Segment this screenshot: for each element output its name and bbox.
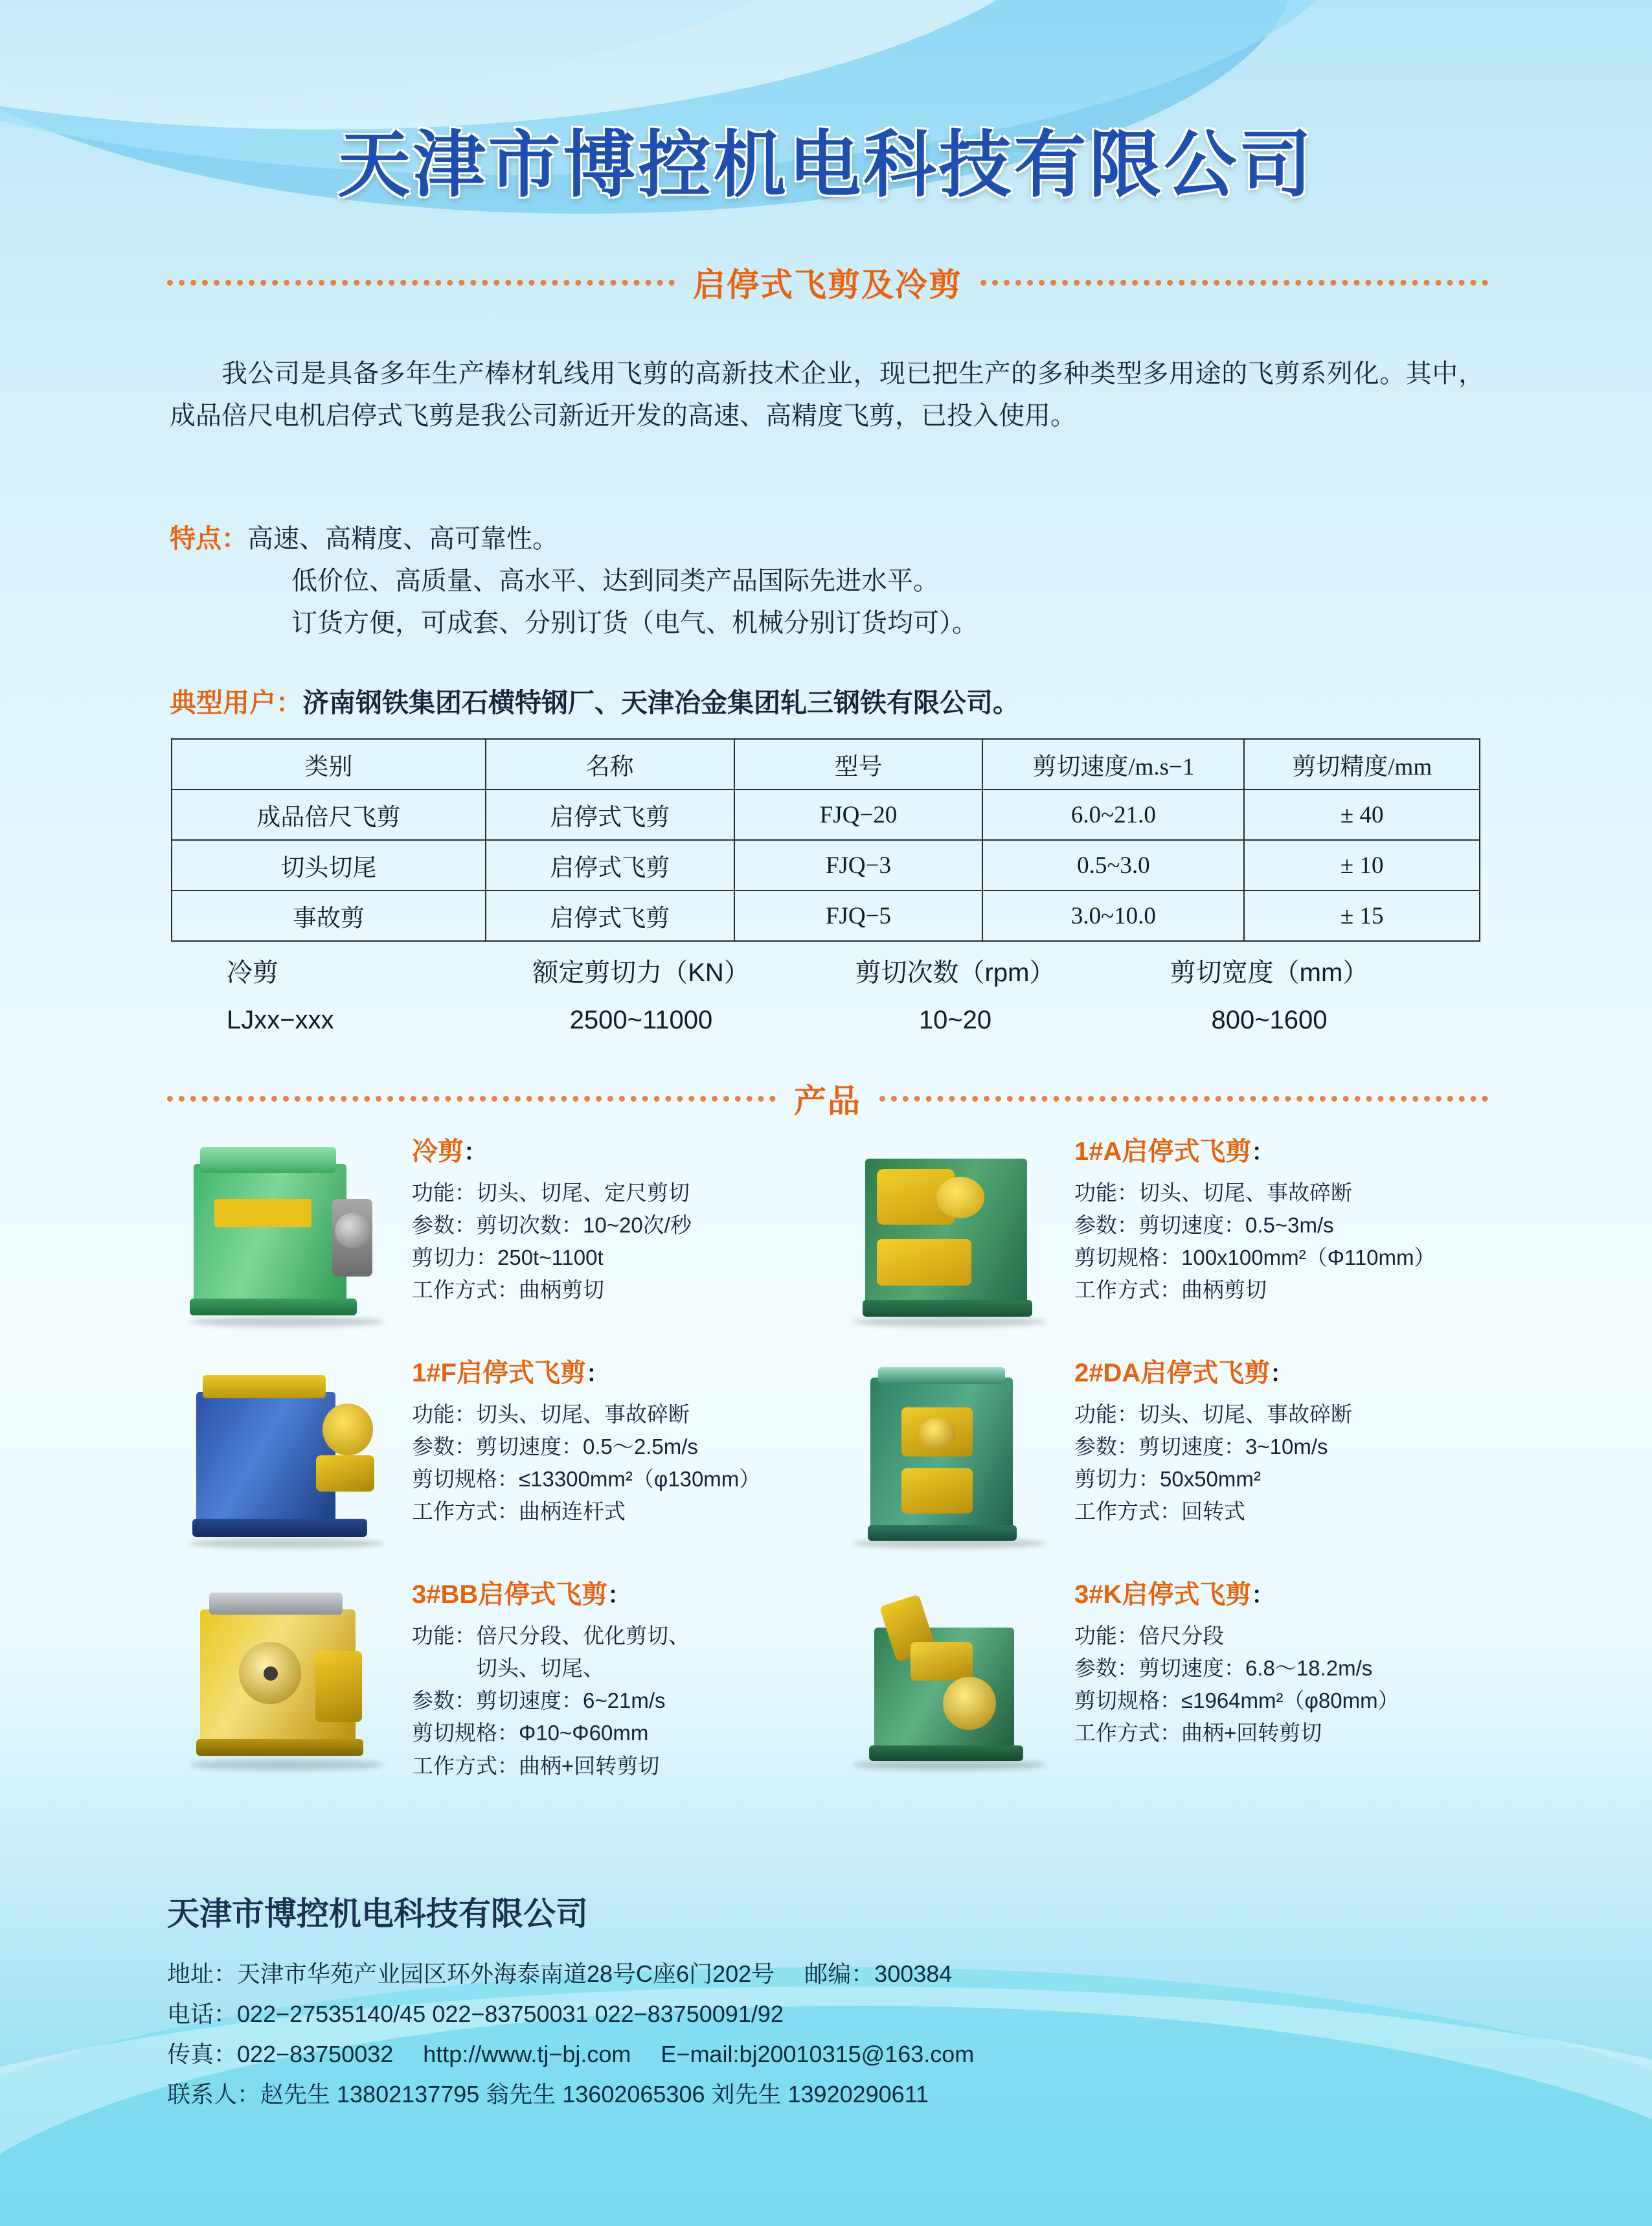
product-line: 功能：倍尺分段、优化剪切、 — [412, 1624, 690, 1648]
table-row — [172, 789, 1480, 840]
cold-shear-value-row — [227, 1006, 1457, 1035]
product-line: 功能：切头、切尾、事故碎断 — [1074, 1402, 1352, 1426]
intro-paragraph — [170, 353, 1484, 437]
product-image-1f — [167, 1348, 400, 1562]
phone-label: 电话： — [167, 2000, 238, 2027]
cell-1-3: 0.5~3.0 — [982, 840, 1244, 891]
cell-0-0: 成品倍尺飞剪 — [172, 789, 486, 840]
postcode-value: 300384 — [874, 1960, 953, 1987]
product-card-3bb — [167, 1570, 830, 1784]
phone-value: 022−27535140/45 022−83750031 022−83750091/92 — [237, 2000, 784, 2027]
product-line: 工作方式：曲柄连杆式 — [412, 1499, 626, 1524]
cell-0-4: ± 40 — [1244, 789, 1480, 840]
product-line: 剪切规格：≤1964mm²（φ80mm） — [1074, 1688, 1399, 1713]
product-text-1f — [412, 1348, 830, 1562]
cell-0-2: FJQ−20 — [734, 789, 983, 840]
features-block — [170, 518, 1484, 644]
products-heading-text: 产品 — [794, 1083, 861, 1119]
product-line: 工作方式：曲柄+回转剪切 — [1074, 1721, 1322, 1745]
product-line: 剪切规格：Φ10~Φ60mm — [412, 1721, 649, 1745]
cell-2-0: 事故剪 — [172, 891, 486, 941]
product-line: 参数：剪切速度：0.5~3m/s — [1074, 1213, 1334, 1238]
feature-line-3: 订货方便，可成套、分别订货（电气、机械分别订货均可）。 — [291, 608, 978, 637]
cold-shear-h1: 额定剪切力（KN） — [532, 959, 750, 987]
product-title: 3#BB启停式飞剪： — [412, 1580, 631, 1609]
product-line: 工作方式：曲柄+回转剪切 — [412, 1753, 660, 1778]
product-text-1a — [1074, 1127, 1492, 1341]
cold-shear-header-row — [227, 952, 1457, 989]
cell-0-1: 启停式飞剪 — [486, 789, 734, 840]
fax-label: 传真： — [167, 2040, 238, 2067]
product-line: 工作方式：曲柄剪切 — [412, 1278, 604, 1302]
contacts-label: 联系人： — [167, 2080, 261, 2107]
cell-2-2: FJQ−5 — [734, 891, 983, 941]
product-card-2da — [830, 1348, 1492, 1562]
product-line: 功能：切头、切尾、事故碎断 — [1074, 1181, 1352, 1205]
product-line: 剪切规格：100x100mm²（Φ110mm） — [1074, 1245, 1436, 1270]
product-title: 1#A启停式飞剪： — [1074, 1137, 1275, 1166]
cold-shear-v2: 10~20 — [918, 1006, 992, 1034]
product-line: 参数：剪切速度：6~21m/s — [412, 1688, 666, 1713]
cell-2-1: 启停式飞剪 — [486, 891, 734, 941]
product-line: 参数：剪切速度：6.8～18.2m/s — [1074, 1656, 1373, 1681]
product-text-cold-shear — [412, 1127, 830, 1341]
spec-table — [171, 738, 1480, 942]
product-text-3k — [1074, 1570, 1492, 1784]
footer — [167, 1888, 1527, 2115]
product-image-2da — [830, 1348, 1063, 1562]
footer-contacts-line — [167, 2074, 1527, 2115]
cell-1-0: 切头切尾 — [172, 840, 486, 891]
website-link[interactable]: http://www.tj−bj.com — [423, 2040, 631, 2067]
machine-illustration-yellow — [177, 1580, 390, 1774]
feature-row-1 — [170, 518, 1484, 560]
typical-users-value: 济南钢铁集团石横特钢厂、天津冶金集团轧三钢铁有限公司。 — [302, 688, 1019, 718]
product-line: 剪切力：250t~1100t — [412, 1245, 604, 1270]
dotted-rule-right — [980, 280, 1488, 286]
product-row — [167, 1127, 1492, 1341]
th-1: 名称 — [486, 739, 734, 789]
features-label: 特点： — [170, 525, 247, 553]
footer-phone-line — [167, 1994, 1527, 2034]
email-value[interactable]: E−mail:bj20010315@163.com — [661, 2040, 975, 2067]
table-row — [172, 891, 1480, 941]
dotted-rule-left — [167, 1096, 776, 1102]
machine-illustration-blue — [177, 1358, 390, 1552]
product-title: 3#K启停式飞剪： — [1074, 1580, 1275, 1609]
section-heading-products — [167, 1075, 1488, 1122]
section-heading-product-type — [167, 259, 1488, 306]
product-line: 工作方式：回转式 — [1074, 1499, 1245, 1524]
address-label: 地址： — [167, 1960, 238, 1987]
footer-address-line — [167, 1954, 1527, 1994]
product-line: 切头、切尾、 — [412, 1656, 604, 1681]
company-title: 天津市博控机电科技有限公司 — [337, 123, 1315, 207]
product-line: 参数：剪切次数：10~20次/秒 — [412, 1213, 692, 1238]
feature-line-2: 低价位、高质量、高水平、达到同类产品国际先进水平。 — [291, 566, 939, 595]
fax-value: 022−83750032 — [237, 2040, 394, 2067]
table-row — [172, 840, 1480, 891]
machine-illustration-yellow-green — [839, 1137, 1053, 1331]
product-row — [167, 1348, 1492, 1562]
th-3: 剪切速度/m.s−1 — [982, 739, 1244, 789]
product-title: 冷剪： — [412, 1137, 488, 1166]
cell-0-3: 6.0~21.0 — [982, 789, 1244, 840]
product-line: 剪切规格：≤13300mm²（φ130mm） — [412, 1467, 761, 1492]
cold-shear-v0: LJxx−xxx — [227, 1006, 334, 1034]
product-image-3bb — [167, 1570, 400, 1784]
product-line: 功能：倍尺分段 — [1074, 1624, 1224, 1648]
product-image-1a — [830, 1127, 1063, 1341]
product-text-2da — [1074, 1348, 1492, 1562]
cell-2-4: ± 15 — [1244, 891, 1480, 941]
th-0: 类别 — [172, 739, 486, 789]
product-row — [167, 1570, 1492, 1784]
intro-text: 我公司是具备多年生产棒材轧线用飞剪的高新技术企业，现已把生产的多种类型多用途的飞剪系列化。其中，成品倍尺电机启停式飞剪是我公司新近开发的高速、高精度飞剪，已投入使用。 — [170, 359, 1484, 430]
feature-line-1: 高速、高精度、高可靠性。 — [247, 525, 558, 553]
product-card-1f — [167, 1348, 830, 1562]
machine-illustration-green — [177, 1137, 390, 1331]
section-heading-text: 启停式飞剪及冷剪 — [693, 267, 962, 303]
product-card-cold-shear — [167, 1127, 830, 1341]
cell-1-2: FJQ−3 — [734, 840, 983, 891]
cell-1-4: ± 10 — [1244, 840, 1480, 891]
product-line: 功能：切头、切尾、定尺剪切 — [412, 1181, 690, 1205]
product-line: 参数：剪切速度：0.5～2.5m/s — [412, 1435, 698, 1459]
product-line: 剪切力：50x50mm² — [1074, 1467, 1261, 1492]
product-text-3bb — [412, 1570, 830, 1784]
typical-users-label: 典型用户： — [170, 688, 302, 718]
product-line: 工作方式：曲柄剪切 — [1074, 1278, 1267, 1302]
typical-users — [170, 681, 1484, 720]
product-title: 2#DA启停式飞剪： — [1074, 1359, 1294, 1387]
cold-shear-h2: 剪切次数（rpm） — [855, 959, 1056, 987]
dotted-rule-left — [167, 280, 675, 286]
cold-shear-h0: 冷剪 — [227, 959, 278, 987]
dotted-rule-right — [879, 1096, 1488, 1102]
product-card-3k — [830, 1570, 1492, 1784]
postcode-label: 邮编： — [804, 1960, 875, 1987]
footer-fax-line — [167, 2034, 1527, 2074]
table-header-row — [172, 739, 1480, 789]
cell-1-1: 启停式飞剪 — [486, 840, 734, 891]
th-4: 剪切精度/mm — [1244, 739, 1480, 789]
footer-company: 天津市博控机电科技有限公司 — [167, 1896, 588, 1932]
product-card-1a — [830, 1127, 1492, 1341]
machine-illustration-green-yellow — [839, 1580, 1053, 1774]
product-line: 参数：剪切速度：3~10m/s — [1074, 1435, 1328, 1459]
machine-illustration-teal — [839, 1358, 1053, 1552]
product-image-cold-shear — [167, 1127, 400, 1341]
cold-shear-v3: 800~1600 — [1211, 1006, 1328, 1034]
product-title: 1#F启停式飞剪： — [412, 1359, 609, 1387]
th-2: 型号 — [734, 739, 983, 789]
product-image-3k — [830, 1570, 1063, 1784]
cell-2-3: 3.0~10.0 — [982, 891, 1244, 941]
products-grid — [167, 1127, 1492, 1791]
cold-shear-spec — [227, 952, 1457, 1035]
cold-shear-h3: 剪切宽度（mm） — [1170, 959, 1369, 987]
contacts-value: 赵先生 13802137795 翁先生 13602065306 刘先生 13920290611 — [260, 2080, 929, 2107]
cold-shear-v1: 2500~11000 — [569, 1006, 713, 1034]
address-value: 天津市华苑产业园区环外海泰南道28号C座6门202号 — [237, 1960, 775, 1987]
product-line: 功能：切头、切尾、事故碎断 — [412, 1402, 690, 1426]
